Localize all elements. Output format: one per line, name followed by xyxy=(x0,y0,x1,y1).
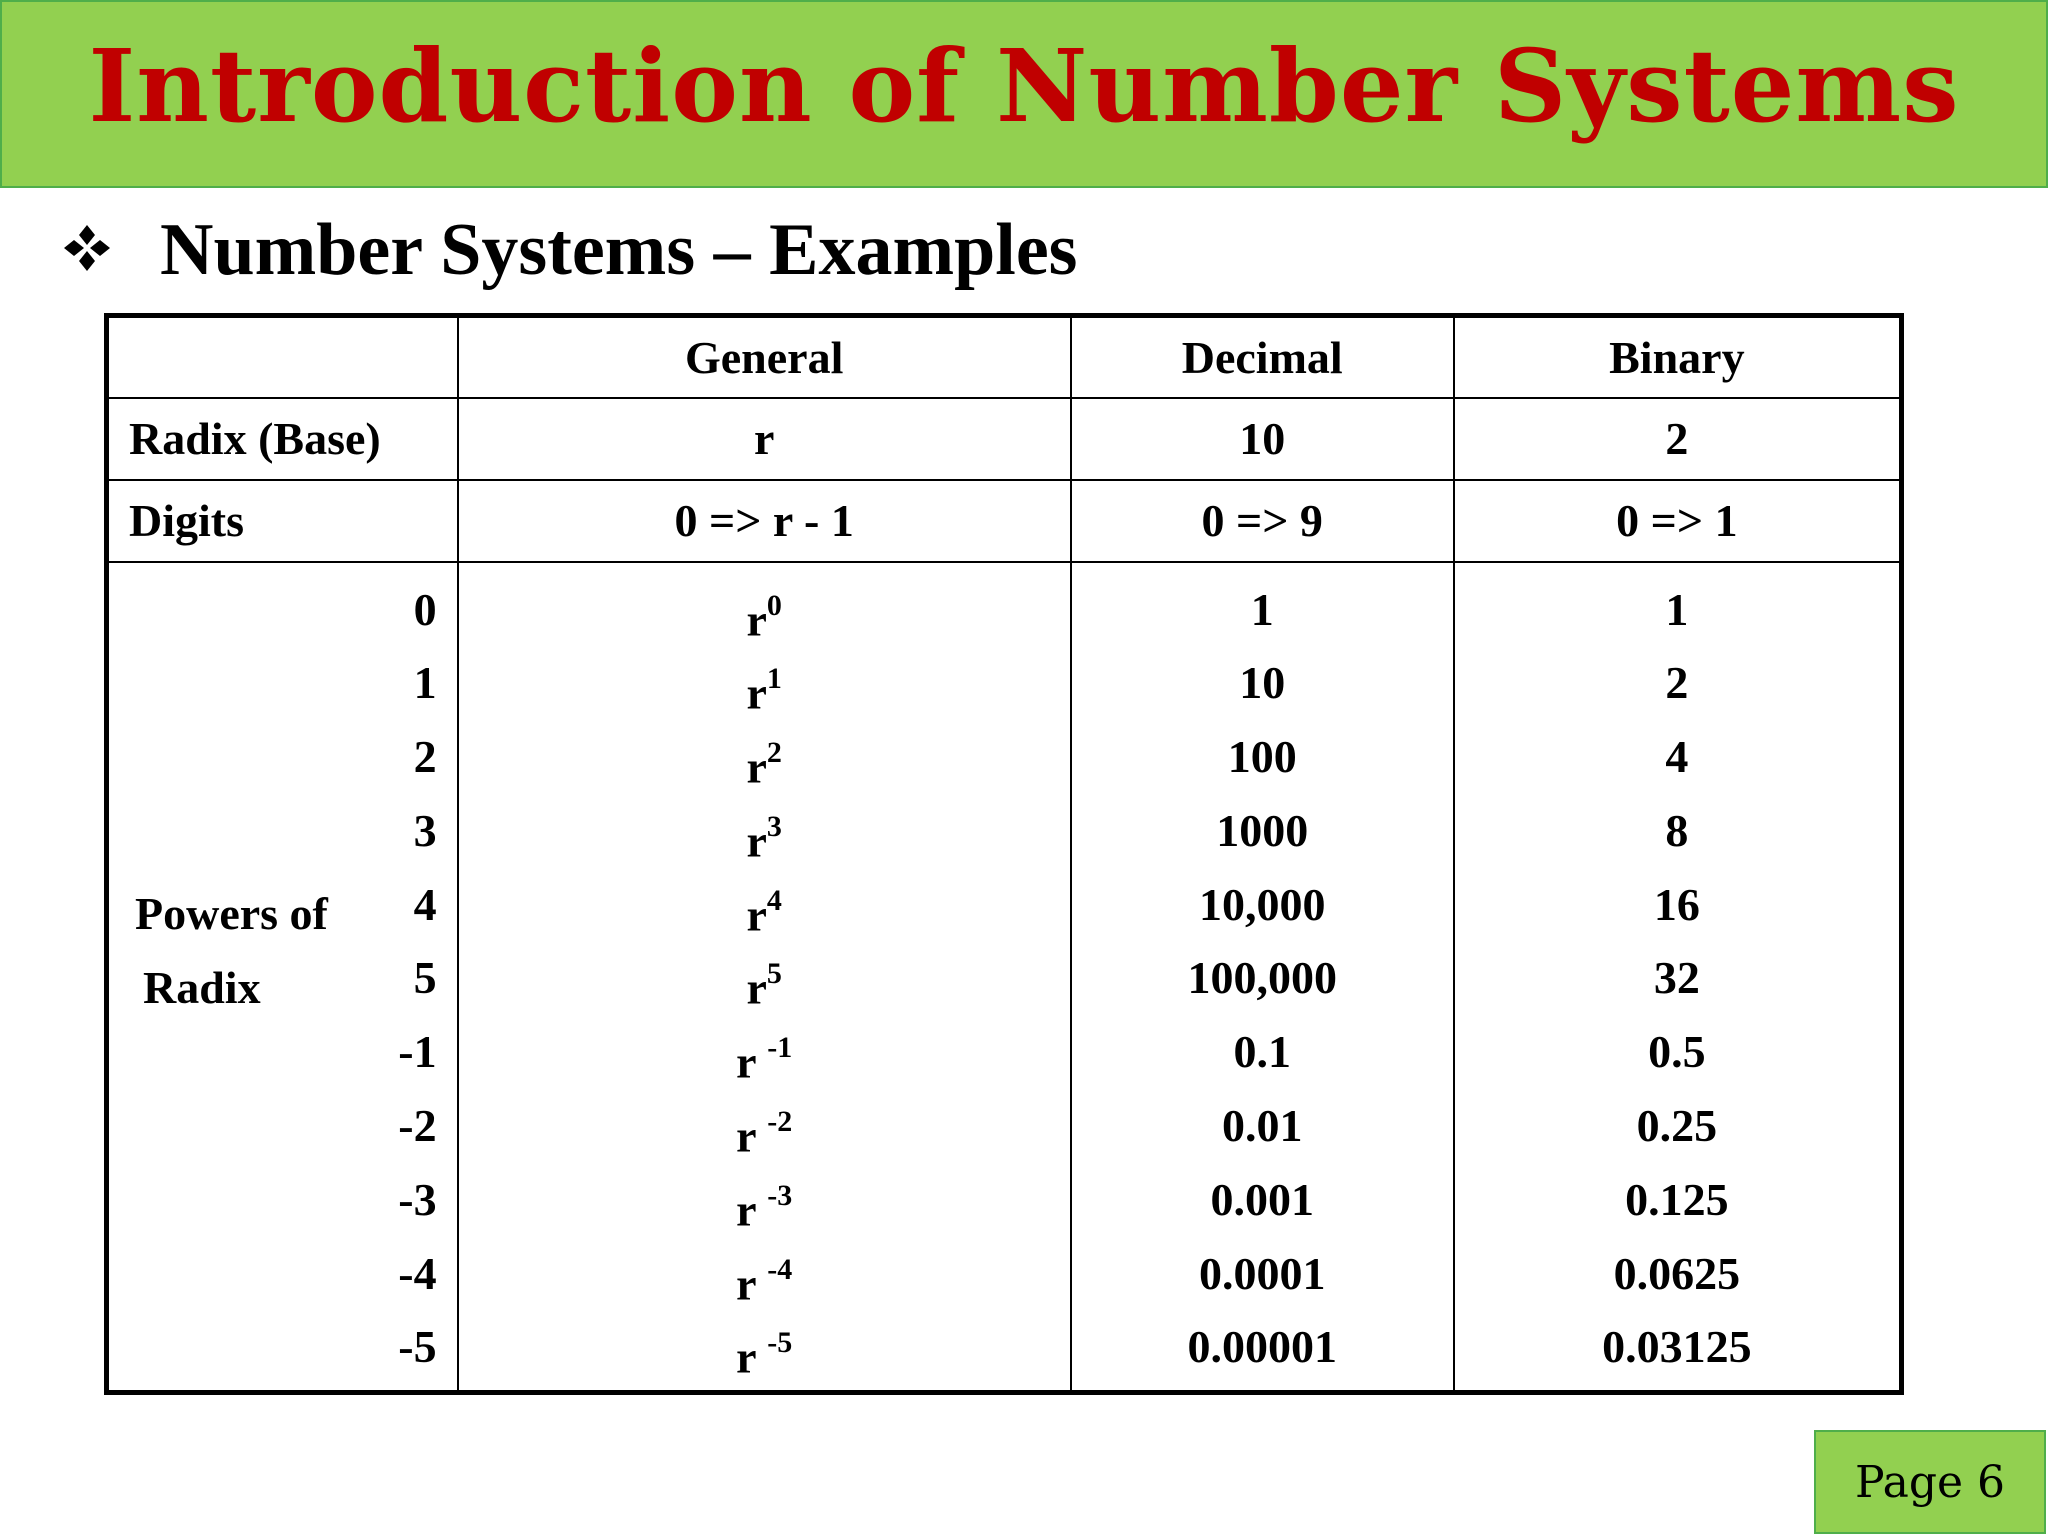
general-power-exponent: -4 xyxy=(767,1252,793,1286)
decimal-power-value: 10 xyxy=(1239,657,1286,709)
general-power-base: r xyxy=(736,1258,768,1309)
binary-power-value: 0.125 xyxy=(1625,1173,1729,1225)
binary-power-value: 16 xyxy=(1653,878,1700,930)
general-power-base: r xyxy=(746,741,767,793)
binary-powers-cell xyxy=(1454,562,1902,1393)
general-power-exponent: 2 xyxy=(766,736,782,770)
decimal-power-list xyxy=(1072,563,1453,1391)
exponent-value: 3 xyxy=(413,804,437,856)
subtitle: Number Systems – Examples xyxy=(160,208,1078,291)
general-power-value xyxy=(459,1015,1070,1089)
general-power-base: r xyxy=(746,667,767,719)
digits-binary: 0 => 1 xyxy=(1454,480,1902,562)
binary-power-list xyxy=(1455,563,1899,1391)
general-power-value xyxy=(459,573,1070,647)
general-power-list xyxy=(459,563,1070,1391)
general-power-base: r xyxy=(746,889,767,941)
page-number-badge: Page 6 xyxy=(1814,1430,2046,1534)
exponent-value: -4 xyxy=(398,1247,437,1299)
header-cell-empty xyxy=(107,316,458,398)
decimal-powers-cell xyxy=(1071,562,1454,1393)
digits-general: 0 => r - 1 xyxy=(458,480,1071,562)
radix-binary: 2 xyxy=(1454,398,1902,480)
decimal-power-value: 10,000 xyxy=(1198,878,1326,930)
general-power-value xyxy=(459,1089,1070,1163)
general-power-exponent: 3 xyxy=(766,809,782,843)
general-power-value xyxy=(459,1310,1070,1384)
general-power-value xyxy=(459,941,1070,1015)
binary-power-value: 0.5 xyxy=(1648,1026,1706,1078)
digits-row xyxy=(107,480,1902,562)
decimal-power-value: 0.0001 xyxy=(1198,1247,1326,1299)
general-power-exponent: -2 xyxy=(767,1105,793,1139)
radix-label: Radix (Base) xyxy=(107,398,458,480)
general-power-exponent: 0 xyxy=(766,588,782,622)
exponent-value: 4 xyxy=(413,878,437,930)
decimal-power-value: 0.00001 xyxy=(1187,1321,1337,1373)
decimal-power-value: 0.001 xyxy=(1210,1173,1314,1225)
radix-general: r xyxy=(458,398,1071,480)
general-power-exponent: 5 xyxy=(766,957,782,991)
general-power-base: r xyxy=(746,962,767,1014)
general-power-base: r xyxy=(736,1110,768,1162)
exponent-value: 1 xyxy=(413,657,437,709)
general-power-value xyxy=(459,720,1070,794)
general-power-exponent: 4 xyxy=(766,883,782,917)
slide-title: Introduction of Number Systems xyxy=(88,27,1960,145)
title-bar xyxy=(0,0,2048,188)
decimal-power-value: 100,000 xyxy=(1187,952,1337,1004)
exponent-value: -2 xyxy=(398,1100,437,1152)
table-header-row xyxy=(107,316,1902,398)
exponent-value: -5 xyxy=(398,1321,437,1373)
header-cell-decimal: Decimal xyxy=(1071,316,1454,398)
powers-label-line2: Radix xyxy=(143,961,261,1013)
exponent-value: -1 xyxy=(398,1026,437,1078)
decimal-power-value: 0.01 xyxy=(1221,1100,1303,1152)
radix-row xyxy=(107,398,1902,480)
general-power-exponent: -1 xyxy=(767,1031,793,1065)
general-power-base: r xyxy=(746,593,767,645)
header-cell-general: General xyxy=(458,316,1071,398)
binary-power-value: 1 xyxy=(1665,583,1689,635)
decimal-power-value: 1000 xyxy=(1216,804,1309,856)
binary-power-value: 0.0625 xyxy=(1613,1247,1741,1299)
general-powers-cell xyxy=(458,562,1071,1393)
digits-decimal: 0 => 9 xyxy=(1071,480,1454,562)
general-power-exponent: -3 xyxy=(767,1178,793,1212)
binary-power-value: 0.03125 xyxy=(1602,1321,1752,1373)
number-systems-table xyxy=(104,313,1904,1395)
binary-power-value: 0.25 xyxy=(1636,1100,1718,1152)
binary-power-value: 4 xyxy=(1665,731,1689,783)
header-cell-binary: Binary xyxy=(1454,316,1902,398)
exponent-value: 5 xyxy=(413,952,437,1004)
general-power-base: r xyxy=(736,1184,768,1236)
diamond-bullet-icon xyxy=(62,223,112,273)
subtitle-row xyxy=(62,205,1077,295)
general-power-value xyxy=(459,868,1070,942)
general-power-exponent: 1 xyxy=(766,662,782,696)
radix-decimal: 10 xyxy=(1071,398,1454,480)
general-power-exponent: -5 xyxy=(767,1326,793,1360)
digits-label: Digits xyxy=(107,480,458,562)
general-power-value xyxy=(459,1237,1070,1311)
powers-row xyxy=(107,562,1902,1393)
exponent-value: -3 xyxy=(398,1173,437,1225)
exponent-value: 2 xyxy=(413,731,437,783)
general-power-base: r xyxy=(746,815,767,867)
powers-of-radix-label xyxy=(135,877,328,1025)
general-power-base: r xyxy=(736,1331,768,1383)
powers-label-cell xyxy=(107,562,458,1393)
binary-power-value: 2 xyxy=(1665,657,1689,709)
decimal-power-value: 100 xyxy=(1227,731,1297,783)
binary-power-value: 8 xyxy=(1665,804,1689,856)
general-power-value xyxy=(459,1163,1070,1237)
general-power-value xyxy=(459,794,1070,868)
general-power-value xyxy=(459,646,1070,720)
binary-power-value: 32 xyxy=(1653,952,1700,1004)
decimal-power-value: 0.1 xyxy=(1233,1026,1291,1078)
powers-label-line1: Powers of xyxy=(135,887,328,939)
general-power-base: r xyxy=(736,1036,768,1088)
exponent-value: 0 xyxy=(413,583,437,635)
decimal-power-value: 1 xyxy=(1250,583,1274,635)
